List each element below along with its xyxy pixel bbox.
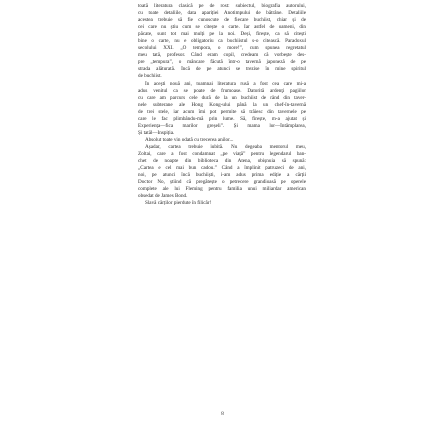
text-line: În aceşti nouă ani, toamnai literatura rusă a fost cea care mi-a [145, 80, 306, 87]
body-text [138, 3, 306, 207]
page-number: 8 [221, 411, 224, 417]
text-line: Și tatăl—Inspiția. [138, 129, 175, 136]
text-line: de buchiist. [138, 73, 162, 80]
text-line: care le fac plimbându-mă prin lume. Să, firește, m-a ajutat și [138, 115, 306, 122]
text-line: pre „tempura”, o mâncare făcută într-o tavernă japoneză de pe [138, 59, 306, 66]
text-line: bine o carte, nu e obligatoriu ca buchiistul s-o citească. Paradoxul [138, 38, 306, 45]
text-line: Doctor No, știind că pregătește o petrecere grandioasă pe operele [138, 179, 306, 186]
text-line: Slavă cărților pierdute în filicăr! [145, 200, 212, 207]
paragraph [138, 137, 306, 144]
text-line: Absolut toate vin odată cu trecerea anilor... [145, 136, 234, 143]
text-line: strada alăturată. Încă de pe atunci se trezise în mine spiritul [138, 66, 306, 73]
text-line: cu care am parcurs cele dură de la un buchiist de rând din taver- [138, 94, 306, 101]
text-line: meu tată, profesor. Când eram copil, credeam că vorbește des- [138, 52, 306, 59]
text-line: „Cartea e cel mai bun cadou.” Când a împlinit patruzeci de ani, [138, 165, 306, 172]
text-line: Așadar, cartea trebuie iubită. Nu degeaba mentorul meu, [145, 143, 306, 150]
text-line: toată literatura clasică pe de rost: subiectul, biografia autorului, [138, 3, 306, 9]
paragraph [138, 3, 306, 81]
text-line: obsedat de James Bond. [138, 193, 188, 200]
text-line: cei care nu știu cum se citește o carte. Iar astfel de oameni, din [138, 24, 306, 31]
text-line: acestea trebuie să fie cunoscute de fiecare buchiist, chiar și de [138, 17, 306, 24]
text-line: complete ale lui Fleming pentru familia unui miliardar american [138, 186, 306, 193]
text-line: de trei stele, iar acum îmi pot permite să trăiesc din tavernele pe [138, 108, 306, 115]
text-line: noi, pe atunci încă buchiiști, i-am adus prima ediție a cărții [138, 172, 306, 179]
paragraph [138, 81, 306, 137]
text-line: adus venitul ca se poate de frumoase. Datorită ardenţi pagiilor [138, 87, 306, 94]
text-line: nele subterane ale Hong Kong-ului până la un chef-în-tavernă [138, 101, 306, 108]
text-line: Zoltai, care a fost condamnat „pe viață” pentru legendarul ban- [138, 150, 306, 157]
paragraph [138, 144, 306, 200]
text-line: Experiența—fica marilor greșeli”. Și mama lor—Întâmplarea, [138, 122, 306, 129]
text-line: cu toate detaliile, data apariției Anotimpului de bătrâne. Detaliile [138, 10, 306, 17]
paragraph [138, 200, 306, 207]
text-line: chet de noapte din biblioteca din Atena, obișnuia să spună: [138, 158, 306, 165]
text-line: păcate, sunt tot mai mulți pe la noi. Deși, firește, ca să citești [138, 31, 306, 38]
text-line: secolului XXI. „O tempora, o more!”, cum spunea regretatul [138, 45, 306, 52]
